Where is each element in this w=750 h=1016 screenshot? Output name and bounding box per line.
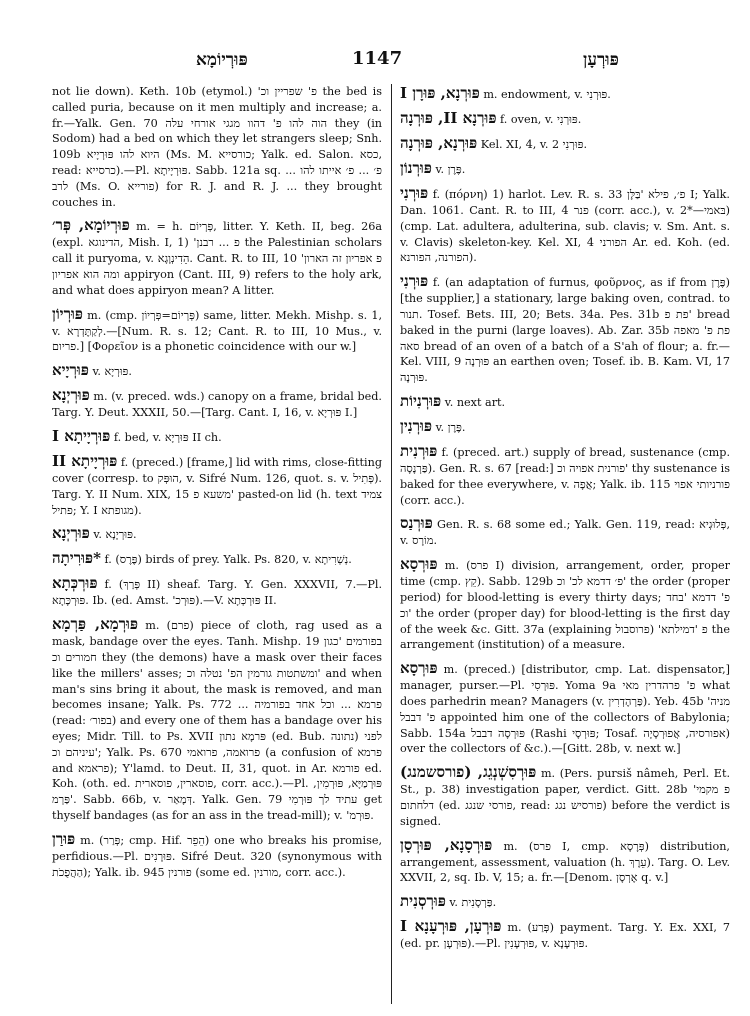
entry-headword: פּוּרְנָא II, פּוּרְנָה: [400, 109, 497, 127]
entry-headword: פּוּרְכְּתָא: [52, 574, 98, 593]
dictionary-entry: [52, 361, 382, 380]
entry-definition: v. פֶּרֶן.: [435, 420, 466, 434]
dictionary-entry: [52, 216, 382, 298]
page-number: 1147: [352, 48, 403, 69]
dictionary-entry: [52, 305, 382, 356]
dictionary-entry: [52, 574, 382, 609]
entry-definition: f. (preced. art.) supply of bread, sustenance (cmp. פַּרְנָסָה). Gen. R. s. 67 [read:] פורנית אפויה וכ' thy sustenance is baked for thee everywhere, v. אֲפָה; Yalk. ib. 115 פורניותי אפוי (corr. acc.).: [400, 445, 730, 507]
entry-definition: m. (cmp. פְּרְיוֹם=פְּרְיוֹן) same, litter. Mekh. Mishp. s. 1, v. לְקַתֶּדְרָא.—[Num. R. s. 12; Cant. R. to III, 10 Mus., v. פריום.] [Φορεῖον is a phonetic coincidence with our w.]: [52, 308, 382, 354]
dictionary-entry: [400, 159, 730, 178]
dictionary-entry: [400, 514, 730, 549]
entry-headword: פּוּרְסָא: [400, 659, 438, 678]
entry-definition: v. פַּרְסָנִית.: [449, 896, 497, 910]
entry-definition: m. (Pers. pursiš nâmeh, Perl. Et. St., p. 38) investigation paper, verdict. Gitt. 28b 'פ מקמי דלחתום (ed. פורסי שנגג, read: פורסיש נגג) before the verdict is signed.: [400, 767, 730, 828]
dictionary-entry: [400, 555, 730, 653]
page-header: [0, 0, 750, 80]
entry-headword: פּוּרְסְנִית: [400, 892, 446, 911]
entry-headword: פּוּרְיָיתָא I: [52, 426, 111, 445]
entry-definition: m. (פְּרַר; cmp. Hif. הֵפֵר) one who breaks his promise, perfidious.—Pl. פּוּרָנִים. Sifré Deut. 320 (synonymous with הַהֲפֻכֹת); Yalk. ib. 945 פורנין (some ed. מורנין, corr. acc.).: [52, 833, 382, 879]
entry-headword: פּוּרַן: [52, 829, 76, 848]
dictionary-entry: [400, 134, 730, 153]
running-head-right: פּוּרְעָן: [583, 50, 619, 70]
dictionary-entry: [52, 830, 382, 881]
entry-headword: פּוּרְנוֹן: [400, 159, 432, 177]
entry-definition: m. (preced.) [distributor, cmp. Lat. dispensator,] manager, purser.—Pl. פּוּרְסִי. Yoma 9a פ' פרהדרין מאי what does parhedrin mean? Managers (v. פַּרְהֶדְרִין). Yeb. 45b 'מניה פ' דבבל appointed him one of the collectors of Babylonia; Sabb. 154a פּוּרְסָה דבבל (Rashi פּוּרְסָי; Tosaf. אפורסיה, אֲפוּרְסָיָה) over the collectors of &c.).—[Gitt. 28b, v. next w.]: [400, 663, 730, 756]
entry-headword: פּוּרְנָא, פּוּרָן I: [400, 84, 480, 102]
entry-headword: פּוּרְנִי: [400, 272, 429, 291]
entry-definition: m. (פרם) piece of cloth, rag used as a mask, bandage over the eyes. Tanh. Mishp. 19 בפורמים 'כגון חמורים וכ they (the demons) have a mask over their faces like the millers' asses; ומשתטות גורמין הפ' נטלה וכ' and when man's sins bring it about, the mask is removed, and man becomes insane; Yalk. Ps. 772 ... פרמא ... וכל אחד בפורמיה (read: בפור׳) and every one of them has a bandage over his eyes; Midr. Till. to Ps. XVII פּרמָא נתון (ed. Bub. נתונה) לפני עיניהם וכ'; Yalk. Ps. 670 פרואמה, פרואמי (a confusion of פרמא and פראמא); Y'lamd. to Deut. II, 31, quot. in Ar. פורמא ed. Koh. (oth. ed. פוסארין, פוסארית, corr. acc.).—Pl. פּוּרְמַיָּא, פּוּרְמִין, 'פַּרְמ. Sabb. 66b, v. דְּמָאַר. Yalk. Gen. 79 עתיד לך פּוּרְמִי get thyself bandages (as for an ass in the tread-mill); v. 'פּוּרְמ.: [52, 619, 382, 822]
dictionary-entry: [52, 452, 382, 518]
entry-definition: v. next art.: [444, 395, 506, 409]
entry-headword: פּוּרְנִין: [400, 416, 432, 435]
entry-headword: פּוּרְנַס: [400, 514, 433, 533]
entry-headword: פּוּרְיָיא: [52, 361, 89, 380]
entry-definition: Kel. XI, 4, v. פּוּרְנִי 2.: [480, 138, 588, 151]
entry-definition: m. endowment, v. פּוּרְנִי.: [483, 88, 611, 101]
left-column: [52, 84, 382, 1004]
entry-definition: v. פּוּרְיָא.: [92, 365, 132, 379]
entry-headword: פּוּרְיְנָא: [52, 524, 90, 543]
entry-definition: v. פֶּרֶן.: [435, 163, 466, 176]
dictionary-entry: [400, 659, 730, 757]
entry-headword: פּוּרְיָיתָא II: [52, 451, 118, 470]
entry-definition: f. (פְּרַךְ II) sheaf. Targ. Y. Gen. XXXVII, 7.—Pl. פּוּרְכָּתָא. Ib. (ed. Amst. 'פּוּרְכ).—V. פּוּרְכְּתָא II.: [52, 578, 382, 608]
entry-definition: f. (preced.) [frame,] lid with rims, close-fitting cover (corresp. to הוּפְּק, v. Sifré Num. 126, quot. s. v. פְּתִיל). Targ. Y. II Num. XIX, 15 משעא פ' pasted-on lid (h. text צמיד פתיל; Y. I מגופתא).: [52, 455, 382, 517]
entry-headword: פּוּרְנִי: [400, 184, 429, 202]
entry-definition: v. פּוּרְיָנָא.: [93, 528, 137, 542]
entry-definition: f. (פֶּרֶס) birds of prey. Yalk. Ps. 820, v. נְשְׁרִיתָא.: [104, 553, 352, 567]
entry-headword: פּוּרְמָא, פַּרְמָא: [52, 615, 139, 634]
right-column: [400, 84, 730, 1004]
entry-definition: m. = h. פְּרְיוֹם, litter. Y. Keth. II, beg. 26a (expl. הדינוגא, Mish. I, 1) 'פ ... רבנן the Palestinian scholars call it puryoma, v. הֵדִינְוָגָא. Cant. R. to III, 10 'פ אפריון זה הארון ומה הוא אפריון appiryon (Cant. III, 9) refers to the holy ark, and what does appiryon mean? A litter.: [52, 220, 382, 297]
dictionary-entry: [52, 386, 382, 421]
dictionary-entry: [400, 84, 730, 103]
entry-headword: פּוּרְנִיוֹת: [400, 391, 442, 410]
dictionary-entry: [400, 392, 730, 411]
entry-headword: פּוּרְנָא, פּוּרְנָה: [400, 134, 478, 152]
dictionary-entry: [400, 109, 730, 128]
entry-definition: m. (פרס I, cmp. פְּרָסָא) distribution, arrangement, assessment, valuation (h. עֵרֶךְ). Targ. O. Lev. XXVII, 2, sq. Ib. V, 15; a. fr.—[Denom. אֶרְסָן q. v.]: [400, 839, 730, 885]
dictionary-entry: [52, 84, 382, 210]
dictionary-entry: [52, 615, 382, 824]
dictionary-entry: [400, 417, 730, 436]
entry-headword: פּוּרְסָנָא, פּוּרְסָן: [400, 835, 493, 854]
entry-definition: f. (an adaptation of furnus, φοῦρνος, as if from פֶּרֶן) [the supplier,] a stationary, large baking oven, contrad. to תנור. Tosef. Bets. III, 20; Bets. 34a. Pes. 31b פת פ' bread baked in the purni (large loaves). Ab. Zar. 35b פת פ' מאפה סאה bread of an oven of a batch of a S'ah of flour; a. fr.—Kel. VIII, 9 פּוּרְנָה an earthen oven; Tosef. ib. B. Kam. VI, 17 פּוּרְנָה.: [400, 276, 730, 385]
entry-definition: m. (פְּרַע) payment. Targ. Y. Ex. XXI, 7 (ed. pr. פּוּרְעָן).—Pl. פּוּרְעָנִין, v. פּוּרְעָנָא.: [400, 921, 730, 951]
entry-headword: פּוּרְיְנָא: [52, 386, 90, 405]
entry-headword: פּוּרְיוֹן: [52, 304, 83, 323]
entry-headword: פּוּרְסִשְׁנְגֵג, (פורסשמנג): [400, 763, 537, 782]
entry-definition: f. bed, v. פּוּרְיָא II ch.: [113, 430, 222, 444]
entry-definition: m. (v. preced. wds.) canopy on a frame, bridal bed. Targ. Y. Deut. XXXII, 50.—[Targ. Cant. I, 16, v. פּוּרְיָא I.]: [52, 390, 382, 420]
dictionary-entry: [400, 917, 730, 952]
dictionary-entry: [400, 892, 730, 911]
entry-definition: f. (πόρνη) 1) harlot. Lev. R. s. 33 פ׳, פילא 'בַּלָּן I; Yalk. Dan. 1061. Cant. R. to III, 4 פנר (corr. acc.), v. בּאמי—*2) (cmp. Lat. adultera, adulterina, sub. clavis; v. Sm. Ant. s. v. Clavis) skeleton-key. Kel. XI, 4 הפורני Ar. ed. Koh. (ed. הפורנה, הפורנא).: [400, 188, 730, 265]
dictionary-entry: [400, 184, 730, 266]
dictionary-entry: [52, 427, 382, 446]
entry-headword: פּוּרְיוֹמָא, פְּר׳: [52, 216, 130, 235]
dictionary-entry: [400, 442, 730, 508]
entry-headword: *פּוּרִיתָה: [52, 549, 101, 568]
entry-definition: m. (פרס I) division, arrangement, order, proper time (cmp. קֵץ). Sabb. 129b פ׳ דדמא לכ' וכ' the order (proper period) for blood-letting is every thirty days; פ' דדמא 'בחד וכ' the order (proper day) for blood-letting is the first day of the week &c. Gitt. 37a (explaining פרוסבול) 'פ 'דמילתא the arrangement (institution) of a measure.: [400, 559, 730, 652]
running-head-left: פּוּרְיוֹמָא: [196, 50, 248, 70]
entry-definition: Gen. R. s. 68 some ed.; Yalk. Gen. 119, read: פְּלוּגְיא, v. מוֹרָס.: [400, 518, 730, 548]
dictionary-entry: [400, 763, 730, 829]
entry-headword: פּוּרְסָא: [400, 555, 438, 574]
dictionary-entry: [400, 836, 730, 887]
dictionary-entry: [400, 272, 730, 386]
column-divider: [391, 84, 392, 1004]
entry-headword: פּוּרְעָן, פּוּרְעָנָא I: [400, 917, 502, 936]
dictionary-entry: [52, 524, 382, 543]
entry-headword: פּוּרְנִית: [400, 441, 438, 460]
entry-definition: f. oven, v. פּוּרְנִי.: [500, 113, 582, 126]
dictionary-entry: [52, 549, 382, 568]
entry-definition: not lie down). Keth. 10b (etymol.) 'פ' שפריין וכ the bed is called puria, because on it men multiply and increase; a. fr.—Yalk. Gen. 70 הוה להו פ' דהוו מגגי אורחי עלה they (in Sodom) had a bed on which they let strangers sleep; Snh. 109b היוא להו פּוּרְיָיא (Ms. M. כורסייא; Yalk. ed. Salon. כסא, read: כרסייא).—Pl. פּוּרְיָיתָא. Sabb. 121a sq. פ׳ ... פ׳ אייתו להו ... לרב (Ms. O. פורייא) for R. J. and R. J. ... they brought couches in.: [52, 85, 382, 209]
